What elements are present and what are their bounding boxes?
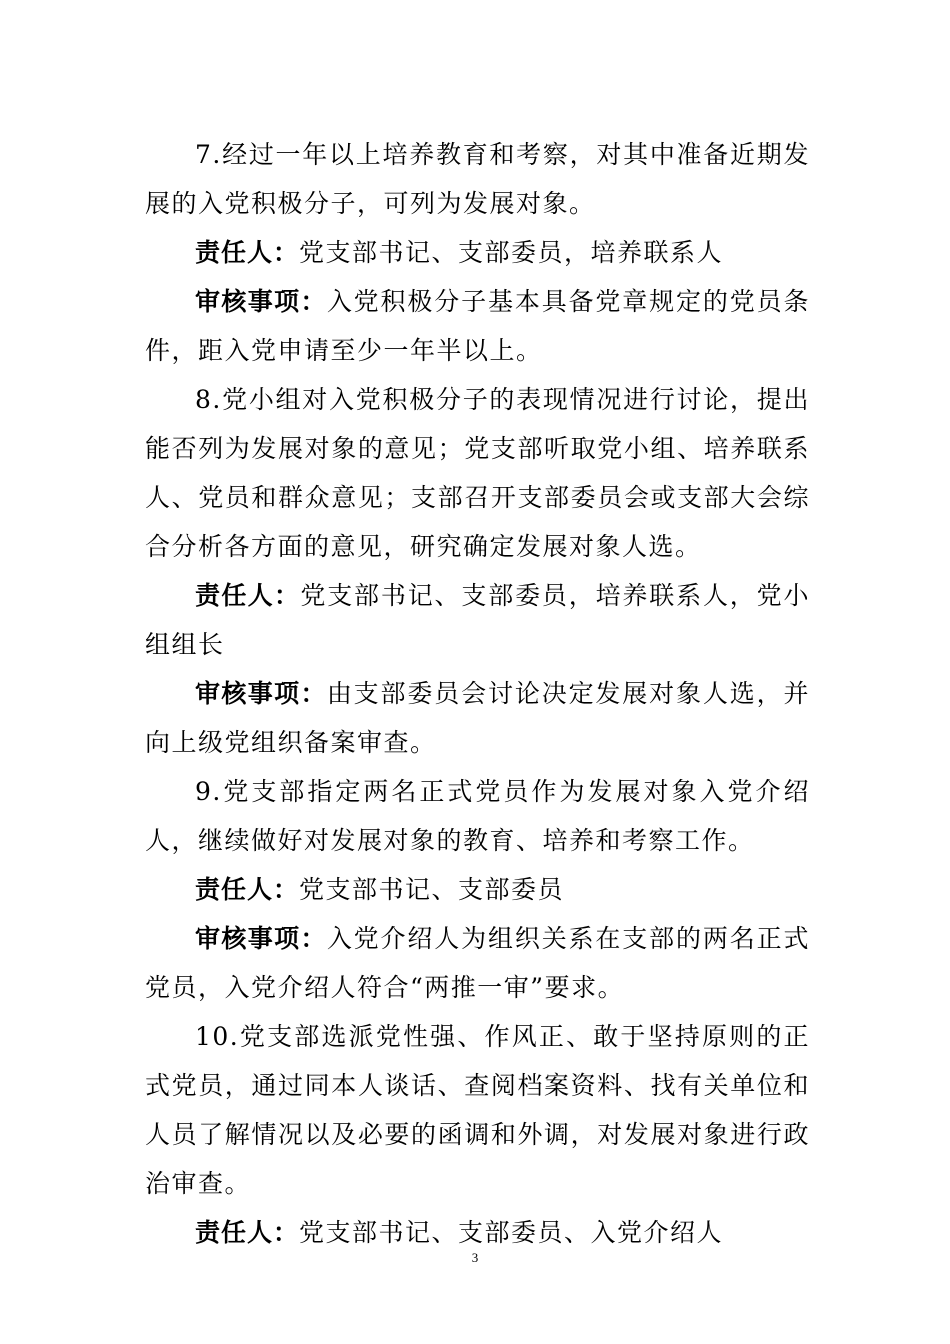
paragraph-label: 审核事项： [195, 679, 327, 708]
paragraph-responsible-8 [145, 571, 810, 669]
paragraph-label: 责任人： [195, 1218, 300, 1247]
paragraph-text: 7.经过一年以上培养教育和考察，对其中准备近期发展的入党积极分子，可列为发展对象。 [145, 140, 810, 218]
paragraph-text: 党支部书记、支部委员 [299, 875, 565, 904]
paragraph-label: 审核事项： [195, 287, 327, 316]
paragraph-text: 党支部书记、支部委员，培养联系人 [299, 238, 724, 267]
paragraph-label: 责任人： [195, 238, 300, 267]
paragraph-responsible-9 [145, 865, 810, 914]
paragraph-text: 党支部书记、支部委员、入党介绍人 [299, 1218, 724, 1247]
paragraph-text: 10.党支部选派党性强、作风正、敢于坚持原则的正式党员，通过同本人谈话、查阅档案资料、找有关单位和人员了解情况以及必要的函调和外调，对发展对象进行政治审查。 [145, 1022, 810, 1198]
paragraph-text: 8.党小组对入党积极分子的表现情况进行讨论，提出能否列为发展对象的意见；党支部听取党小组、培养联系人、党员和群众意见；支部召开支部委员会或支部大会综合分析各方面的意见，研究确定发展对象人选。 [145, 385, 810, 561]
paragraph-review-7 [145, 277, 810, 375]
paragraph-text: 9.党支部指定两名正式党员作为发展对象入党介绍人，继续做好对发展对象的教育、培养和考察工作。 [145, 777, 810, 855]
paragraph-label: 责任人： [195, 875, 300, 904]
paragraph-review-8 [145, 669, 810, 767]
paragraph-text: 入党积极分子基本具备党章规定的党员条件，距入党申请至少一年半以上。 [145, 287, 810, 365]
paragraph-text: 党支部书记、支部委员，培养联系人，党小组组长 [145, 581, 810, 659]
paragraph-label: 审核事项： [195, 924, 327, 953]
paragraph-text: 由支部委员会讨论决定发展对象人选，并向上级党组织备案审查。 [145, 679, 810, 757]
page-number: 3 [471, 1250, 479, 1265]
paragraph-label: 责任人： [195, 581, 301, 610]
paragraph-item-7 [145, 130, 810, 228]
paragraph-item-10 [145, 1012, 810, 1208]
paragraph-review-9 [145, 914, 810, 1012]
paragraph-item-9 [145, 767, 810, 865]
document-body [145, 130, 810, 1257]
paragraph-text: 入党介绍人为组织关系在支部的两名正式党员，入党介绍人符合“两推一审”要求。 [145, 924, 810, 1002]
paragraph-item-8 [145, 375, 810, 571]
paragraph-responsible-7 [145, 228, 810, 277]
